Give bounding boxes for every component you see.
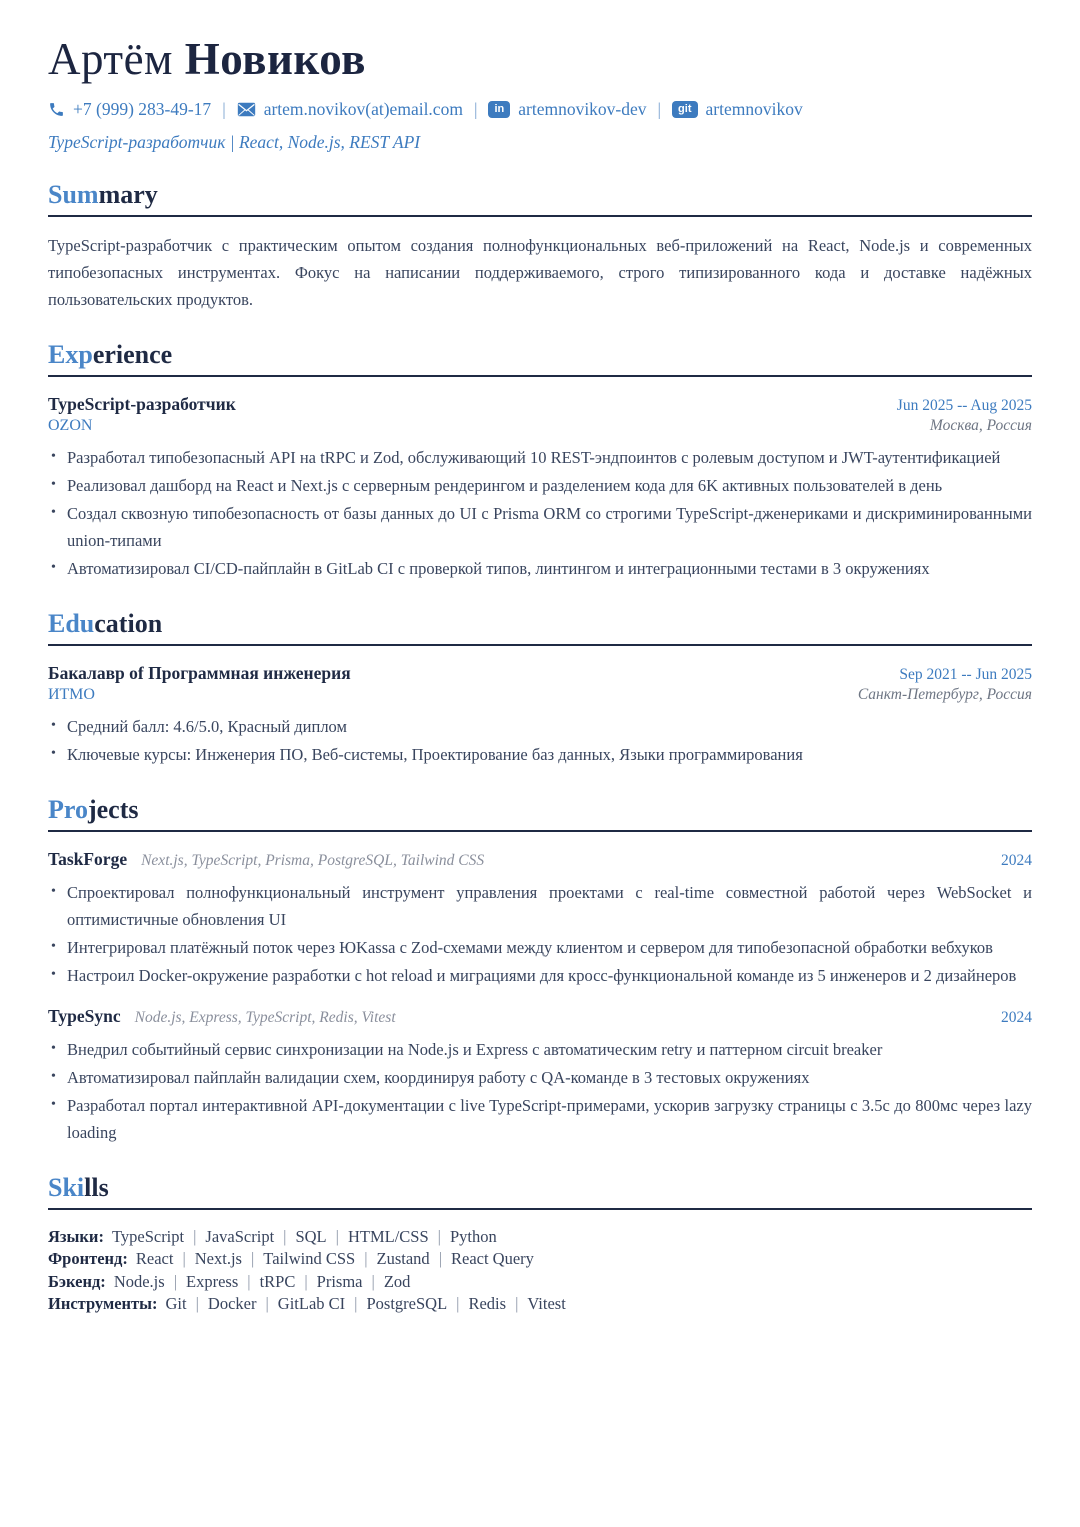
title-rest: lls xyxy=(84,1173,109,1203)
first-name: Артём xyxy=(48,34,174,84)
company-name: OZON xyxy=(48,416,93,434)
separator: | xyxy=(354,1294,358,1314)
bullet-item: • Создал сквозную типобезопасность от базы данных до UI с Prisma ORM со строгими TypeScript-дженериками и дискриминированными union-типами xyxy=(48,500,1032,554)
separator: | xyxy=(364,1249,368,1269)
skill-item: Prisma xyxy=(316,1271,363,1291)
job-dates: Jun 2025 -- Aug 2025 xyxy=(896,396,1032,414)
skill-item: Python xyxy=(449,1227,497,1247)
bullet-item: • Ключевые курсы: Инженерия ПО, Веб-системы, Проектирование баз данных, Языки программирования xyxy=(48,741,1032,768)
separator: | xyxy=(250,1249,255,1269)
envelope-icon xyxy=(237,102,256,117)
education-entry xyxy=(48,663,1032,768)
skill-item: GitLab CI xyxy=(277,1294,346,1314)
experience-entry xyxy=(48,394,1032,582)
project-name: TaskForge xyxy=(48,848,128,869)
skills-row-frontend xyxy=(48,1248,1032,1270)
title-rest: cation xyxy=(94,608,163,638)
separator: | xyxy=(473,98,478,119)
separator: | xyxy=(437,1227,441,1247)
section-projects xyxy=(48,795,1032,1146)
section-title-education xyxy=(48,609,1032,646)
separator: | xyxy=(657,98,662,119)
summary-text: TypeScript-разработчик с практическим опытом создания полнофункциональных веб-приложений на React, Node.js и современных типобезопасных инструментах. Фокус на написании поддерживаемого, строго типизированного кода и доставке надёжных пользовательских продуктов. xyxy=(48,235,1032,309)
section-skills xyxy=(48,1173,1032,1316)
separator: | xyxy=(247,1271,251,1291)
linkedin-handle: artemnovikov-dev xyxy=(518,98,647,119)
skill-item: Vitest xyxy=(527,1294,566,1314)
project-bullets xyxy=(48,879,1032,989)
phone-icon xyxy=(48,101,65,118)
skill-item: Git xyxy=(165,1294,187,1314)
education-bullets xyxy=(48,713,1032,768)
education-dates: Sep 2021 -- Jun 2025 xyxy=(899,665,1032,683)
bullet-item: • Автоматизировал CI/CD-пайплайн в GitLab CI с проверкой типов, линтингом и интеграционными тестами в 3 окружениях xyxy=(48,555,1032,582)
skills-row-backend xyxy=(48,1271,1032,1293)
separator: | xyxy=(438,1249,442,1269)
skills-row-languages xyxy=(48,1226,1032,1248)
title-accent: Exp xyxy=(48,339,93,369)
skill-item: PostgreSQL xyxy=(366,1294,448,1314)
linkedin-icon: in xyxy=(488,101,510,118)
job-bullets xyxy=(48,444,1032,582)
project-bullets xyxy=(48,1036,1032,1146)
project-entry xyxy=(48,849,1032,989)
section-education xyxy=(48,609,1032,768)
section-summary xyxy=(48,180,1032,313)
last-name: Новиков xyxy=(184,34,366,84)
skill-item: Node.js xyxy=(113,1271,165,1291)
contact-row xyxy=(48,99,1032,120)
skill-item: React xyxy=(135,1249,174,1269)
separator: | xyxy=(265,1294,269,1314)
skills-category-label: Инструменты: xyxy=(48,1294,158,1314)
title-accent: Pro xyxy=(48,794,88,824)
title-rest: jects xyxy=(87,794,139,824)
title-accent: Edu xyxy=(48,608,95,638)
skills-category-label: Фронтенд: xyxy=(48,1249,128,1269)
title-rest: mary xyxy=(98,179,158,209)
skill-item: Redis xyxy=(468,1294,507,1314)
tagline: TypeScript-разработчик | React, Node.js, REST API xyxy=(48,131,421,152)
skill-item: HTML/CSS xyxy=(347,1227,429,1247)
separator: | xyxy=(283,1227,287,1247)
project-stack: Node.js, Express, TypeScript, Redis, Vitest xyxy=(134,1008,396,1026)
skill-item: JavaScript xyxy=(205,1227,275,1247)
project-entry xyxy=(48,1006,1032,1146)
git-icon: git xyxy=(672,101,697,118)
separator: | xyxy=(173,1271,177,1291)
skill-item: Docker xyxy=(207,1294,257,1314)
skill-item: Zustand xyxy=(376,1249,430,1269)
email-link[interactable] xyxy=(237,99,463,120)
person-name xyxy=(48,34,1032,86)
education-location: Санкт-Петербург, Россия xyxy=(857,685,1032,703)
separator: | xyxy=(335,1227,339,1247)
skill-item: TypeScript xyxy=(111,1227,185,1247)
degree-title: Бакалавр of Программная инженерия xyxy=(48,662,351,683)
skills-row-tools xyxy=(48,1293,1032,1315)
bullet-item: • Внедрил событийный сервис синхронизации на Node.js и Express с автоматическим retry и паттерном circuit breaker xyxy=(48,1036,1032,1063)
separator: | xyxy=(371,1271,375,1291)
email-address: artem.novikov(at)email.com xyxy=(263,98,463,119)
skill-item: React Query xyxy=(451,1249,534,1269)
section-title-summary xyxy=(48,180,1032,217)
section-experience xyxy=(48,340,1032,582)
separator: | xyxy=(195,1294,199,1314)
bullet-item: • Настроил Docker-окружение разработки с hot reload и миграциями для кросс-функциональной команде из 5 инженеров и 2 дизайнеров xyxy=(48,962,1032,989)
separator: | xyxy=(456,1294,460,1314)
phone-link[interactable] xyxy=(48,99,211,120)
project-year: 2024 xyxy=(1001,1008,1032,1026)
separator: | xyxy=(304,1271,308,1291)
separator: | xyxy=(193,1227,197,1247)
phone-number: +7 (999) 283-49-17 xyxy=(73,98,212,119)
separator: | xyxy=(515,1294,519,1314)
bullet-item: • Реализовал дашборд на React и Next.js с серверным рендерингом и разделением кода для 6K активных пользователей в день xyxy=(48,472,1032,499)
project-year: 2024 xyxy=(1001,851,1032,869)
title-rest: erience xyxy=(92,339,173,369)
project-name: TypeSync xyxy=(48,1005,121,1026)
section-title-experience xyxy=(48,340,1032,377)
job-location: Москва, Россия xyxy=(929,416,1032,434)
school-name: ИТМО xyxy=(48,685,95,703)
job-title: TypeScript-разработчик xyxy=(48,393,236,414)
separator: | xyxy=(182,1249,186,1269)
section-title-skills xyxy=(48,1173,1032,1210)
linkedin-link[interactable] xyxy=(488,99,646,120)
skills-list xyxy=(48,1226,1032,1316)
bullet-item: • Спроектировал полнофункциональный инструмент управления проектами с real-time совместной работой через WebSocket и оптимистичные обновления UI xyxy=(48,879,1032,933)
title-accent: Ski xyxy=(48,1173,85,1203)
skill-item: Tailwind CSS xyxy=(263,1249,356,1269)
section-title-projects xyxy=(48,795,1032,832)
title-accent: Sum xyxy=(48,179,99,209)
skill-item: Next.js xyxy=(194,1249,242,1269)
skills-category-label: Бэкенд: xyxy=(48,1271,106,1291)
github-link[interactable] xyxy=(672,99,803,120)
bullet-item: • Разработал портал интерактивной API-документации с live TypeScript-примерами, ускорив загрузку страницы с 3.5с до 800мс через lazy loading xyxy=(48,1092,1032,1146)
bullet-item: • Разработал типобезопасный API на tRPC и Zod, обслуживающий 10 REST-эндпоинтов с ролевым доступом и JWT-аутентификацией xyxy=(48,444,1032,471)
skills-category-label: Языки: xyxy=(48,1227,104,1247)
skill-item: Express xyxy=(186,1271,239,1291)
separator: | xyxy=(222,98,226,119)
skill-item: Zod xyxy=(383,1271,411,1291)
skill-item: SQL xyxy=(295,1227,327,1247)
bullet-item: • Интегрировал платёжный поток через ЮKassa с Zod-схемами между клиентом и сервером для типобезопасной обработки вебхуков xyxy=(48,934,1032,961)
skill-item: tRPC xyxy=(259,1271,296,1291)
bullet-item: • Средний балл: 4.6/5.0, Красный диплом xyxy=(48,713,1032,740)
github-handle: artemnovikov xyxy=(705,98,803,119)
bullet-item: • Автоматизировал пайплайн валидации схем, координируя работу с QA-команде в 3 тестовых окружениях xyxy=(48,1064,1032,1091)
project-stack: Next.js, TypeScript, Prisma, PostgreSQL, Tailwind CSS xyxy=(141,851,485,869)
